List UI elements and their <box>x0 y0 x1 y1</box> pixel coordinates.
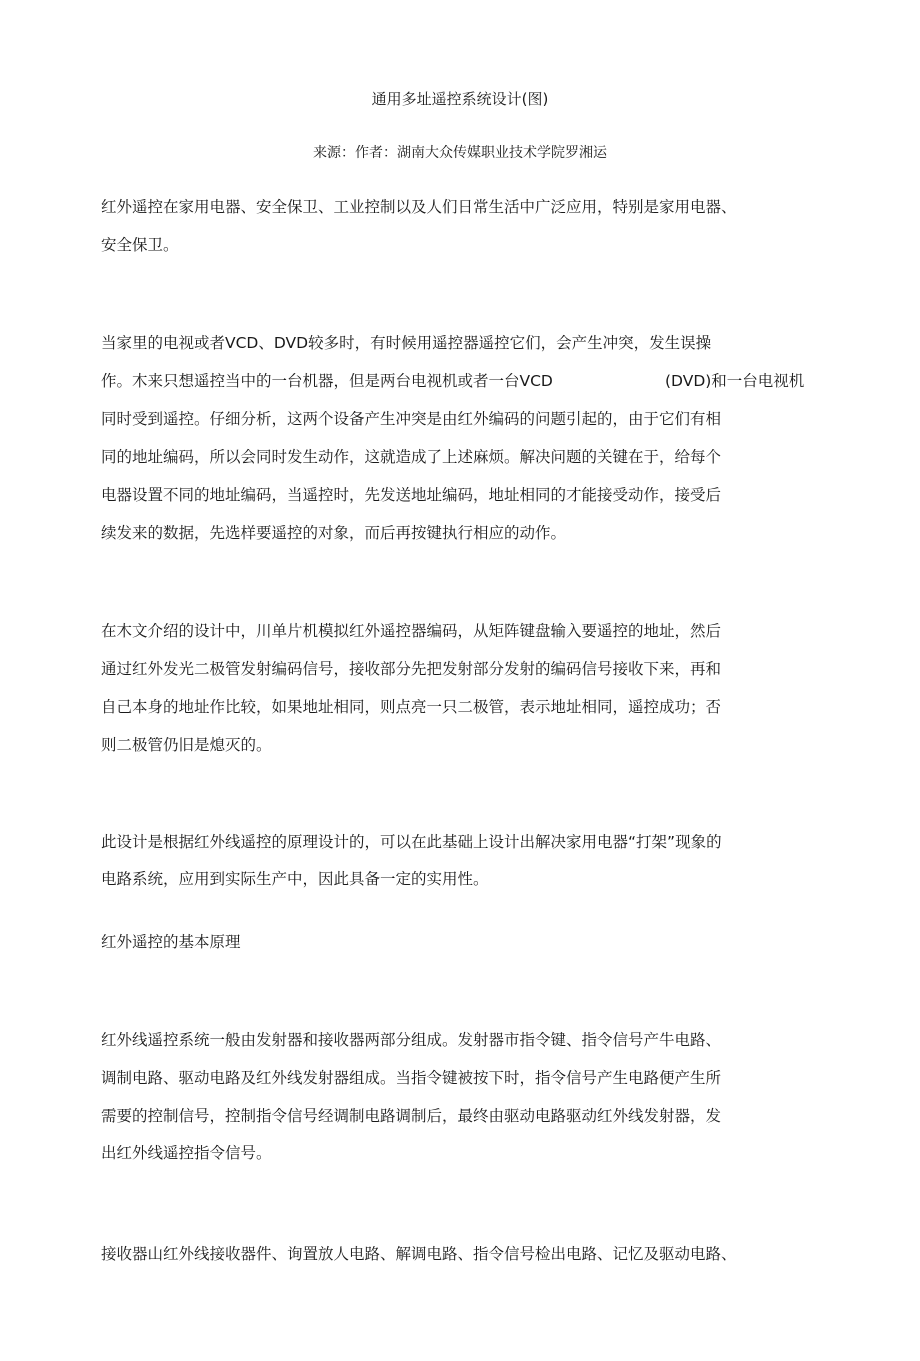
paragraph-3-line-1: 在木文介绍的设计中，川单片机模拟红外遥控器编码，从矩阵键盘输入要遥控的地址，然后 <box>101 622 722 640</box>
paragraph-1-line-2: 安全保卫。 <box>101 236 179 254</box>
paragraph-3-line-4: 则二极管仍旧是熄灭的。 <box>101 736 272 754</box>
paragraph-2-line-6: 续发来的数据，先选样要遥控的对象，而后再按键执行相应的动作。 <box>101 524 567 542</box>
paragraph-6-line-1: 接收器山红外线接收器件、询置放人电路、解调电路、指令信号检出电路、记忆及驱动电路、 <box>101 1245 737 1263</box>
paragraph-3-line-2: 通过红外发光二极管发射编码信号，接收部分先把发射部分发射的编码信号接收下来，再和 <box>101 660 722 678</box>
paragraph-5-line-3: 需要的控制信号，控制指令信号经调制电路调制后，最终由驱动电路驱动红外线发射器，发 <box>101 1107 722 1125</box>
paragraph-2-line-2: 作。木来只想遥控当中的一台机器，但是两台电视机或者一台VCD <box>101 372 553 390</box>
section-heading: 红外遥控的基本原理 <box>101 933 241 951</box>
paragraph-2-line-1: 当家里的电视或者VCD、DVD较多时，有时候用遥控器遥控它们，会产生冲突，发生误操 <box>101 334 712 352</box>
paragraph-4-line-1: 此设计是根据红外线遥控的原理设计的，可以在此基础上设计出解决家用电器“打架”现象的 <box>101 833 722 851</box>
paragraph-2-line-5: 电器设置不同的地址编码，当遥控时，先发送地址编码，地址相同的才能接受动作，接受后 <box>101 486 722 504</box>
paragraph-5-line-1: 红外线遥控系统一般由发射器和接收器两部分组成。发射器市指令键、指令信号产牛电路、 <box>101 1031 722 1049</box>
paragraph-2-line-3: 同时受到遥控。仔细分析，这两个设备产生冲突是由红外编码的问题引起的，由于它们有相 <box>101 410 722 428</box>
document-title: 通用多址遥控系统设计(图) <box>371 90 549 108</box>
paragraph-2-line-4: 同的地址编码，所以会同时发生动作，这就造成了上述麻烦。解决问题的关键在于，给每个 <box>101 448 722 466</box>
paragraph-2-line-2-tail: (DVD)和一台电视机 <box>665 372 805 390</box>
document-source: 来源：作者：湖南大众传媒职业技术学院罗湘运 <box>313 145 607 161</box>
paragraph-1-line-1: 红外遥控在家用电器、安全保卫、工业控制以及人们日常生活中广泛应用，特别是家用电器、 <box>101 198 737 216</box>
paragraph-4-line-2: 电路系统，应用到实际生产中，因此具备一定的实用性。 <box>101 870 489 888</box>
paragraph-3-line-3: 自己本身的地址作比较，如果地址相同，则点亮一只二极管，表示地址相同，遥控成功；否 <box>101 698 722 716</box>
paragraph-5-line-4: 出红外线遥控指令信号。 <box>101 1144 272 1162</box>
paragraph-5-line-2: 调制电路、驱动电路及红外线发射器组成。当指令键被按下时，指令信号产生电路便产生所 <box>101 1069 722 1087</box>
